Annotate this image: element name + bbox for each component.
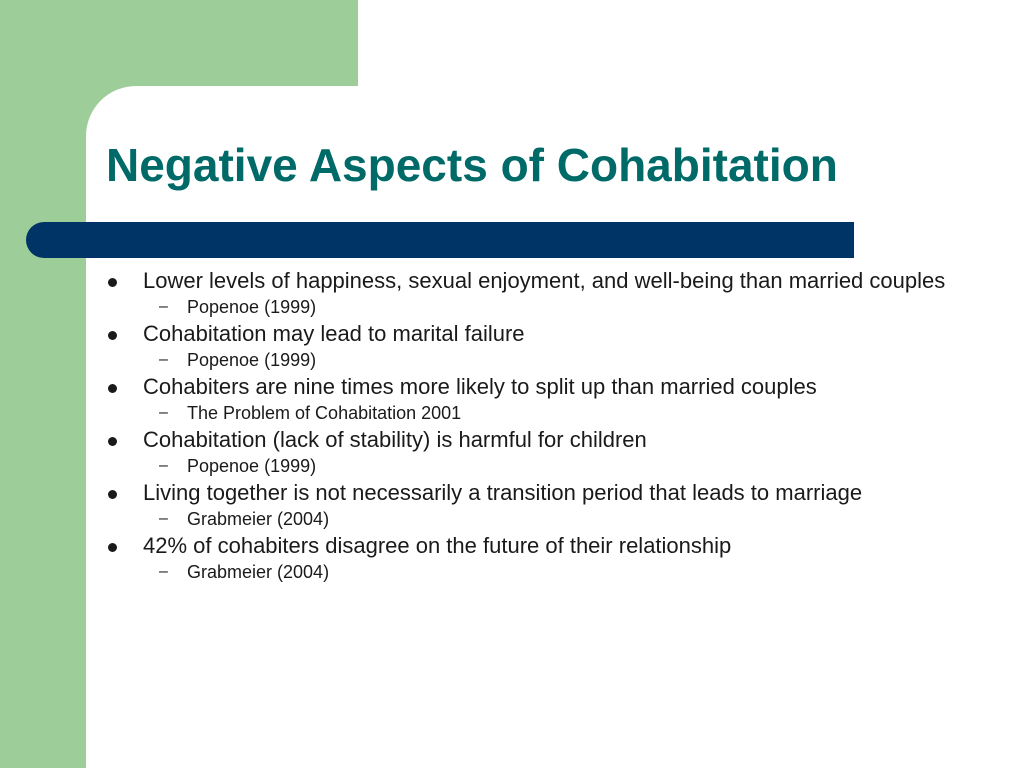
sub-bullet-text: Popenoe (1999) bbox=[187, 297, 317, 317]
bullet-text: Cohabiters are nine times more likely to split up than married couples bbox=[143, 374, 817, 399]
sub-bullet-item bbox=[106, 454, 966, 478]
dash-icon: – bbox=[159, 404, 168, 421]
dash-icon: – bbox=[159, 457, 168, 474]
sub-bullet-text: Popenoe (1999) bbox=[187, 350, 317, 370]
sub-bullet-text: Grabmeier (2004) bbox=[187, 562, 330, 582]
sub-bullet-item bbox=[106, 295, 966, 319]
bullet-item bbox=[106, 481, 966, 531]
bullet-dot-icon bbox=[108, 278, 117, 287]
bullet-text: Lower levels of happiness, sexual enjoyment, and well-being than married couples bbox=[143, 268, 946, 293]
bullet-item bbox=[106, 269, 966, 319]
sub-bullet-text: The Problem of Cohabitation 2001 bbox=[187, 403, 462, 423]
sub-bullet-text: Grabmeier (2004) bbox=[187, 509, 330, 529]
bullet-item bbox=[106, 534, 966, 584]
sub-bullet-item bbox=[106, 507, 966, 531]
bullet-dot-icon bbox=[108, 543, 117, 552]
bullet-text: 42% of cohabiters disagree on the future of their relationship bbox=[143, 533, 732, 558]
sub-bullet-item bbox=[106, 401, 966, 425]
slide-title: Negative Aspects of Cohabitation bbox=[106, 139, 838, 191]
bullet-dot-icon bbox=[108, 490, 117, 499]
dash-icon: – bbox=[159, 510, 168, 527]
bullet-dot-icon bbox=[108, 437, 117, 446]
bullet-text: Living together is not necessarily a transition period that leads to marriage bbox=[143, 480, 863, 505]
bullet-list bbox=[106, 266, 966, 584]
bullet-item bbox=[106, 322, 966, 372]
bullet-dot-icon bbox=[108, 384, 117, 393]
dash-icon: – bbox=[159, 298, 168, 315]
bullet-item bbox=[106, 428, 966, 478]
dash-icon: – bbox=[159, 351, 168, 368]
dash-icon: – bbox=[159, 563, 168, 580]
bullet-item bbox=[106, 375, 966, 425]
sub-bullet-item bbox=[106, 560, 966, 584]
title-underline-bar bbox=[26, 222, 854, 258]
bullet-text: Cohabitation may lead to marital failure bbox=[143, 321, 525, 346]
bullet-text: Cohabitation (lack of stability) is harmful for children bbox=[143, 427, 647, 452]
sub-bullet-text: Popenoe (1999) bbox=[187, 456, 317, 476]
bullet-dot-icon bbox=[108, 331, 117, 340]
sub-bullet-item bbox=[106, 348, 966, 372]
